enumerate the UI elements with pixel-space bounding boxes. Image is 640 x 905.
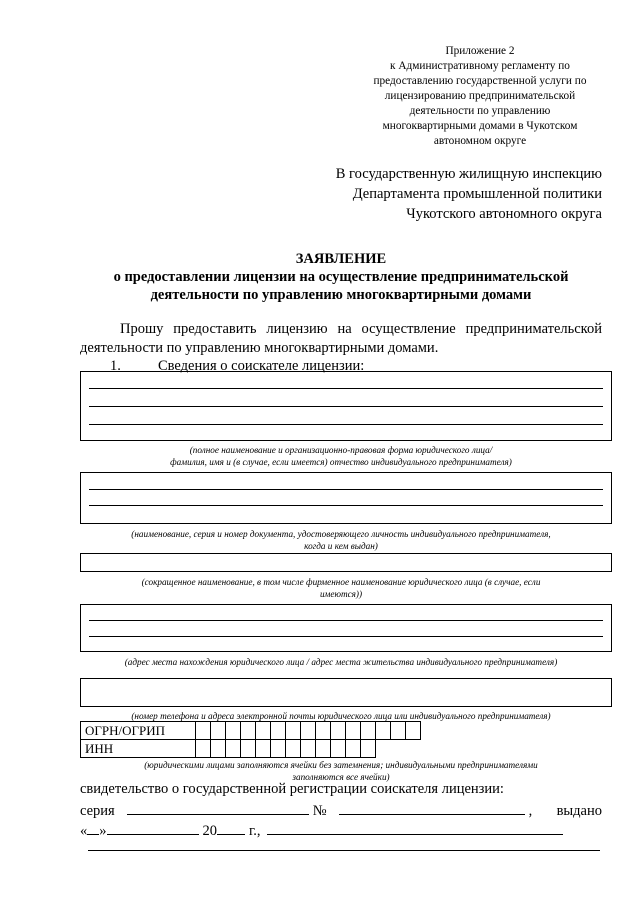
- caption-line: (сокращенное наименование, в том числе фирменное наименование юридического лица (в случае, если: [141, 577, 541, 587]
- addressee-line: В государственную жилищную инспекцию: [335, 166, 602, 182]
- entry-line: [89, 406, 603, 407]
- annex-line: лицензированию предпринимательской: [384, 90, 576, 102]
- ogrn-label: ОГРН/ОГРИП: [81, 722, 196, 740]
- entry-line: [89, 620, 603, 621]
- address-field[interactable]: [80, 604, 612, 652]
- ogrn-cell[interactable]: [226, 722, 241, 740]
- caption-line: имеются)): [319, 589, 363, 599]
- inn-cell[interactable]: [256, 740, 271, 758]
- annex-line: деятельности по управлению: [409, 105, 551, 117]
- inn-row: [81, 740, 421, 758]
- day-field[interactable]: [87, 820, 99, 835]
- number-label: №: [312, 803, 327, 819]
- entry-line: [89, 424, 603, 425]
- annex-line: Приложение 2: [445, 45, 515, 57]
- caption-line: фамилия, имя и (в случае, если имеется) отчество индивидуального предпринимателя): [170, 457, 512, 467]
- ogrn-row: [81, 722, 421, 740]
- identity-document-field[interactable]: [80, 472, 612, 524]
- issued-by-continuation-line[interactable]: [88, 850, 600, 851]
- request-paragraph: Прошу предоставить лицензию на осуществление предпринимательской деятельности по управлению многоквартирными домами.: [80, 321, 602, 356]
- ogrn-cell[interactable]: [301, 722, 316, 740]
- addressee-line: Чукотского автономного округа: [406, 206, 602, 222]
- day-open-quote: «: [80, 823, 88, 839]
- addressee-block: [300, 164, 602, 224]
- inn-cell[interactable]: [301, 740, 316, 758]
- inn-label: ИНН: [81, 740, 196, 758]
- full-name-caption: [80, 444, 602, 468]
- inn-cell[interactable]: [271, 740, 286, 758]
- ogrn-cell[interactable]: [391, 722, 406, 740]
- inn-cell[interactable]: [286, 740, 301, 758]
- ogrn-cell[interactable]: [286, 722, 301, 740]
- caption-line: (адрес места нахождения юридического лица / адрес места жительства индивидуального предпринимателя): [124, 657, 558, 667]
- annex-header: [350, 44, 610, 149]
- inn-cell[interactable]: [226, 740, 241, 758]
- issued-label: выдано: [556, 803, 602, 819]
- year-prefix: 20: [202, 823, 217, 839]
- addressee-line: Департамента промышленной политики: [352, 186, 602, 202]
- ogrn-cell[interactable]: [241, 722, 256, 740]
- annex-line: к Административному регламенту по: [390, 60, 570, 72]
- inn-cell[interactable]: [241, 740, 256, 758]
- codes-caption: [80, 759, 602, 783]
- caption-line: (номер телефона и адреса электронной почты юридического лица или индивидуального предпринимателя): [131, 711, 551, 721]
- caption-line: (наименование, серия и номер документа, удостоверяющего личность индивидуального предпринимателя,: [131, 529, 551, 539]
- year-suffix: г.,: [249, 823, 261, 839]
- ogrn-cell[interactable]: [316, 722, 331, 740]
- certificate-date-row: [80, 820, 602, 840]
- inn-cell[interactable]: [196, 740, 211, 758]
- short-name-caption: [80, 576, 602, 600]
- section-number: 1.: [110, 358, 121, 374]
- inn-cell[interactable]: [361, 740, 376, 758]
- entry-line: [89, 505, 603, 506]
- section-title: Сведения о соискателе лицензии:: [158, 358, 365, 374]
- entry-line: [89, 388, 603, 389]
- series-label: серия: [80, 803, 115, 819]
- address-caption: [80, 656, 602, 668]
- entry-line: [89, 489, 603, 490]
- ogrn-cell[interactable]: [196, 722, 211, 740]
- month-field[interactable]: [107, 820, 199, 835]
- caption-line: заполняются все ячейки): [292, 772, 390, 782]
- certificate-series-row: серия № , выдано: [80, 800, 602, 820]
- caption-line: (полное наименование и организационно-правовая форма юридического лица/: [189, 445, 493, 455]
- inn-cell[interactable]: [316, 740, 331, 758]
- annex-line: автономном округе: [433, 135, 527, 147]
- ogrn-cell[interactable]: [361, 722, 376, 740]
- full-name-field[interactable]: [80, 371, 612, 441]
- short-name-field[interactable]: [80, 553, 612, 572]
- inn-cell[interactable]: [211, 740, 226, 758]
- identity-document-caption: [80, 528, 602, 552]
- issued-by-field[interactable]: [267, 820, 563, 835]
- certificate-label: свидетельство о государственной регистрации соискателя лицензии:: [80, 781, 504, 797]
- codes-table: [80, 721, 421, 758]
- document-title: [80, 250, 602, 304]
- title-subtitle-2: деятельности по управлению многоквартирными домами: [150, 287, 532, 303]
- title-subtitle-1: о предоставлении лицензии на осуществление предпринимательской: [113, 269, 569, 285]
- day-close-quote: »: [99, 823, 107, 839]
- entry-line: [89, 636, 603, 637]
- ogrn-cell[interactable]: [211, 722, 226, 740]
- year-field[interactable]: [217, 820, 245, 835]
- annex-line: многоквартирными домами в Чукотском: [382, 120, 578, 132]
- registration-codes: [80, 721, 421, 758]
- number-field[interactable]: [339, 800, 525, 815]
- inn-cell[interactable]: [346, 740, 361, 758]
- caption-line: когда и кем выдан): [304, 541, 378, 551]
- title-heading: ЗАЯВЛЕНИЕ: [295, 251, 387, 267]
- ogrn-cell[interactable]: [331, 722, 346, 740]
- caption-line: (юридическими лицами заполняются ячейки без затемнения; индивидуальными предпринимателями: [144, 760, 538, 770]
- ogrn-cell[interactable]: [346, 722, 361, 740]
- inn-cell[interactable]: [331, 740, 346, 758]
- series-field[interactable]: [127, 800, 309, 815]
- ogrn-cell[interactable]: [406, 722, 421, 740]
- annex-line: предоставлению государственной услуги по: [373, 75, 587, 87]
- ogrn-cell[interactable]: [256, 722, 271, 740]
- ogrn-cell[interactable]: [271, 722, 286, 740]
- ogrn-cell[interactable]: [376, 722, 391, 740]
- contacts-field[interactable]: [80, 678, 612, 707]
